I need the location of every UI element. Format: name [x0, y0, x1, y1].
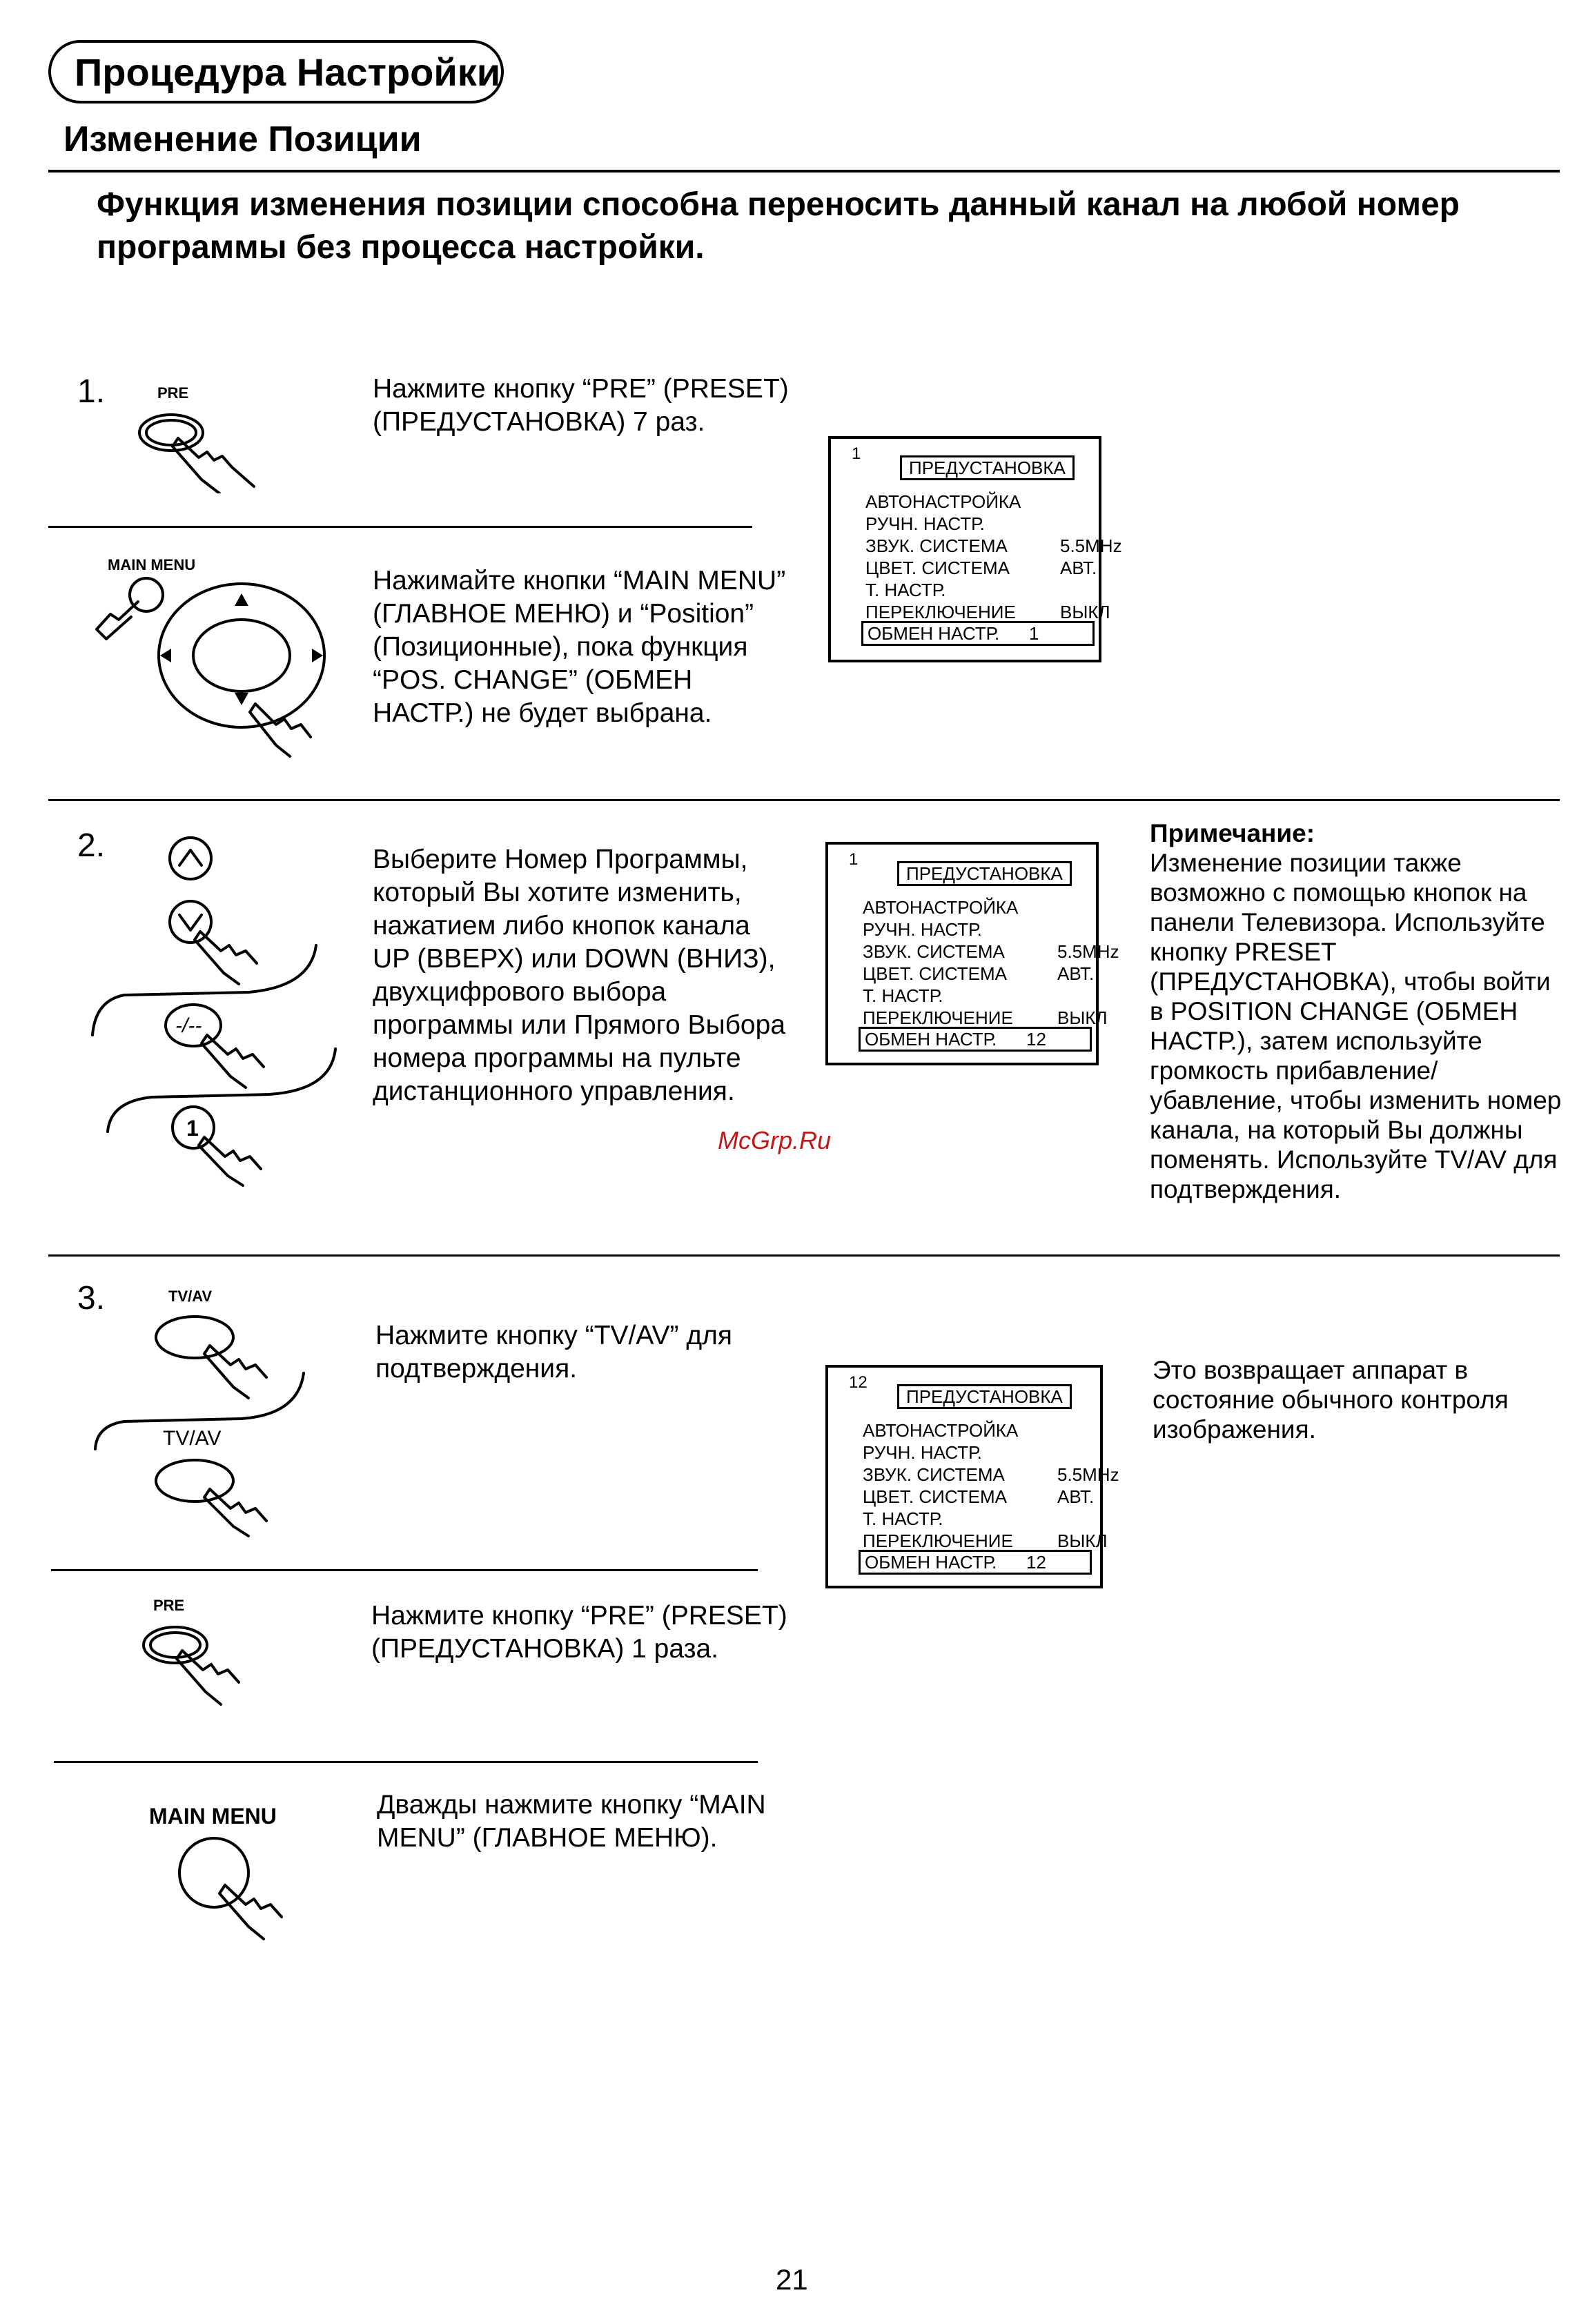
arrow-up-icon — [235, 593, 248, 606]
tvav-label: TV/AV — [168, 1288, 213, 1305]
osd-item-sound: ЗВУК. СИСТЕМА 5.5MHz — [865, 535, 1122, 556]
note-body: Изменение позиции также возможно с помощью кнопок на панели Телевизора. Используйте кнопку PRESET (ПРЕДУСТАНОВКА), чтобы войти в POSITION CHANGE (ОБМЕН НАСТР.), затем используйте громкость прибавление/убавление, чтобы изменить номер канала, на который Вы должны поменять. Используйте TV/AV для подтверждения. — [1150, 849, 1562, 1203]
tvav-buttons-illustration — [83, 1283, 317, 1539]
divider — [48, 799, 1560, 801]
intro-text: Функция изменения позиции способна переносить данный канал на любой номер программы без процесса настройки. — [97, 186, 1460, 266]
arrow-down-icon — [235, 693, 248, 705]
osd-item-fine: Т. НАСТР. — [865, 580, 946, 600]
pointing-hand-icon — [195, 932, 257, 984]
channel-buttons-illustration — [83, 828, 345, 1187]
osd-item-sound: ЗВУК. СИСТЕМА 5.5MHz — [863, 941, 1119, 962]
osd-item-manual: РУЧН. НАСТР. — [865, 513, 985, 534]
osd-channel-number: 12 — [849, 1373, 867, 1392]
osd-item-color: ЦВЕТ. СИСТЕМА АВТ. — [863, 963, 1095, 984]
page-number: 21 — [776, 2263, 808, 2296]
note-title: Примечание: — [1150, 819, 1315, 847]
step-1-number: 1. — [77, 373, 106, 410]
divider — [48, 526, 752, 528]
step-3a-text: Нажмите кнопку “TV/AV” для подтверждения. — [375, 1321, 732, 1383]
tvav-button-icon — [156, 1317, 233, 1358]
step-3-number: 3. — [77, 1280, 106, 1317]
divider — [51, 1569, 758, 1571]
main-menu-button-illustration — [163, 1831, 315, 1949]
osd-item-fine: Т. НАСТР. — [863, 985, 943, 1006]
two-digit-label: -/-- — [175, 1014, 202, 1037]
main-menu-label: MAIN MENU — [108, 556, 196, 573]
osd-item-color: ЦВЕТ. СИСТЕМА АВТ. — [863, 1486, 1095, 1507]
osd-item-pos-change: ОБМЕН НАСТР. 12 — [859, 1550, 1092, 1575]
watermark: McGrp.Ru — [718, 1126, 832, 1154]
arrow-left-icon — [160, 649, 171, 662]
osd-channel-number: 1 — [852, 444, 861, 463]
step-1a-text: Нажмите кнопку “PRE” (PRESET) (ПРЕДУСТАНОВКА) 7 раз. — [373, 374, 789, 437]
divider — [48, 1254, 1560, 1257]
osd-item-manual: РУЧН. НАСТР. — [863, 1442, 982, 1463]
osd-item-sound: ЗВУК. СИСТЕМА 5.5MHz — [863, 1464, 1119, 1485]
osd-screen-3 — [825, 1365, 1119, 1588]
divider — [54, 1761, 758, 1763]
osd-item-switch: ПЕРЕКЛЮЧЕНИЕ ВЫКЛ — [863, 1007, 1108, 1028]
section-title: Изменение Позиции — [63, 119, 422, 159]
main-menu-label: MAIN MENU — [149, 1804, 277, 1829]
step-2-number: 2. — [77, 827, 106, 864]
pointing-hand-icon — [177, 1651, 239, 1704]
osd-item-auto: АВТОНАСТРОЙКА — [863, 897, 1019, 918]
osd-item-switch: ПЕРЕКЛЮЧЕНИЕ ВЫКЛ — [863, 1530, 1108, 1551]
step-3b-text: Нажмите кнопку “PRE” (PRESET) (ПРЕДУСТАНОВКА) 1 раза. — [371, 1601, 787, 1664]
step-1b-text: Нажимайте кнопки “MAIN MENU” (ГЛАВНОЕ МЕНЮ) и “Position” (Позиционные), пока функция “POS. CHANGE” (ОБМЕН НАСТР.) не будет выбрана. — [373, 566, 786, 728]
osd-item-switch: ПЕРЕКЛЮЧЕНИЕ ВЫКЛ — [865, 602, 1110, 622]
osd-item-manual: РУЧН. НАСТР. — [863, 919, 982, 940]
osd-item-pos-change: ОБМЕН НАСТР. 1 — [861, 621, 1095, 646]
pointing-hand-icon — [173, 438, 254, 493]
osd-item-fine: Т. НАСТР. — [863, 1508, 943, 1529]
osd-screen-2 — [825, 842, 1119, 1065]
tvav-button-icon — [156, 1460, 233, 1501]
return-text: Это возвращает аппарат в состояние обычного контроля изображения. — [1153, 1356, 1509, 1444]
digit-1-label: 1 — [186, 1116, 199, 1141]
step-2-text: Выберите Номер Программы, который Вы хотите изменить, нажатием либо кнопок канала UP (ВВЕРХ) или DOWN (ВНИЗ), двухцифрового выбора программы или Прямого Выбора номера программы на пульте дистанционного управления. — [373, 845, 786, 1106]
pre-button-illustration — [131, 383, 269, 493]
osd-item-auto: АВТОНАСТРОЙКА — [865, 491, 1021, 512]
osd-screen-1 — [828, 436, 1122, 662]
pointing-hand-icon — [250, 704, 311, 756]
pointing-hand-icon — [199, 1137, 261, 1185]
osd-item-auto: АВТОНАСТРОЙКА — [863, 1420, 1019, 1441]
main-menu-position-illustration — [69, 552, 331, 759]
pre-label: PRE — [157, 384, 189, 402]
page-title: Процедура Настройки — [48, 40, 504, 104]
pre-button-illustration — [135, 1594, 287, 1711]
header-rule — [48, 170, 1560, 173]
pointing-hand-icon — [219, 1885, 282, 1939]
pointing-hand-icon — [204, 1489, 266, 1536]
arrow-right-icon — [312, 649, 323, 662]
osd-item-pos-change: ОБМЕН НАСТР. 12 — [859, 1027, 1092, 1052]
pre-label: PRE — [153, 1597, 185, 1614]
tvav-label-2: TV/AV — [163, 1427, 222, 1450]
step-3c-text: Дважды нажмите кнопку “MAIN MENU” (ГЛАВНОЕ МЕНЮ). — [377, 1790, 766, 1853]
osd-channel-number: 1 — [849, 850, 859, 869]
channel-up-button-icon — [170, 838, 211, 879]
osd-header: ПРЕДУСТАНОВКА — [897, 861, 1072, 886]
osd-header: ПРЕДУСТАНОВКА — [897, 1384, 1072, 1409]
osd-header: ПРЕДУСТАНОВКА — [900, 455, 1075, 480]
osd-item-color: ЦВЕТ. СИСТЕМА АВТ. — [865, 558, 1097, 578]
pointing-hand-icon — [204, 1346, 266, 1398]
